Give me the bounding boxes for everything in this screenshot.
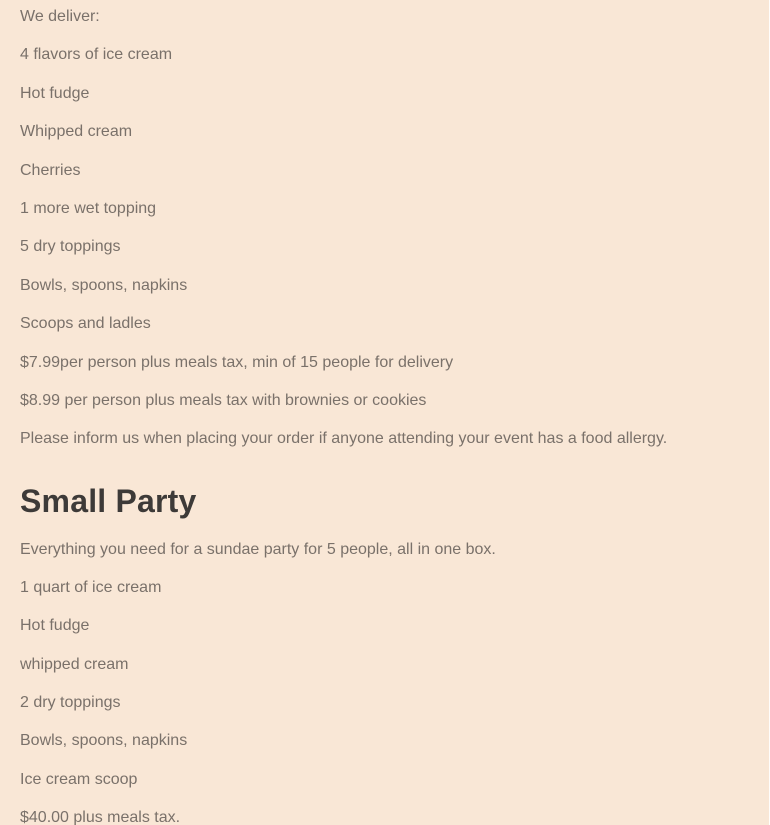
- list-item: Scoops and ladles: [20, 315, 151, 332]
- list-item: Ice cream scoop: [20, 771, 138, 788]
- list-item: 1 more wet topping: [20, 200, 157, 217]
- list-item: 1 quart of ice cream: [20, 579, 162, 596]
- list-item: whipped cream: [20, 656, 129, 673]
- list-item: Cherries: [20, 162, 81, 179]
- list-item: Bowls, spoons, napkins: [20, 732, 188, 749]
- price-line: $8.99 per person plus meals tax with brownies or cookies: [20, 392, 427, 409]
- small-party-intro: Everything you need for a sundae party for 5 people, all in one box.: [20, 541, 496, 558]
- delivery-intro: We deliver:: [20, 8, 100, 25]
- section-title-small-party: Small Party: [20, 483, 197, 519]
- list-item: Whipped cream: [20, 123, 133, 140]
- list-item: 4 flavors of ice cream: [20, 46, 173, 63]
- price-line: $7.99per person plus meals tax, min of 15 people for delivery: [20, 354, 454, 371]
- list-item: Hot fudge: [20, 85, 90, 102]
- list-item: Bowls, spoons, napkins: [20, 277, 188, 294]
- list-item: 2 dry toppings: [20, 694, 121, 711]
- allergy-note: Please inform us when placing your order if anyone attending your event has a food allergy.: [20, 430, 668, 447]
- list-item: 5 dry toppings: [20, 238, 121, 255]
- list-item: Hot fudge: [20, 617, 90, 634]
- price-line: $40.00 plus meals tax.: [20, 809, 181, 825]
